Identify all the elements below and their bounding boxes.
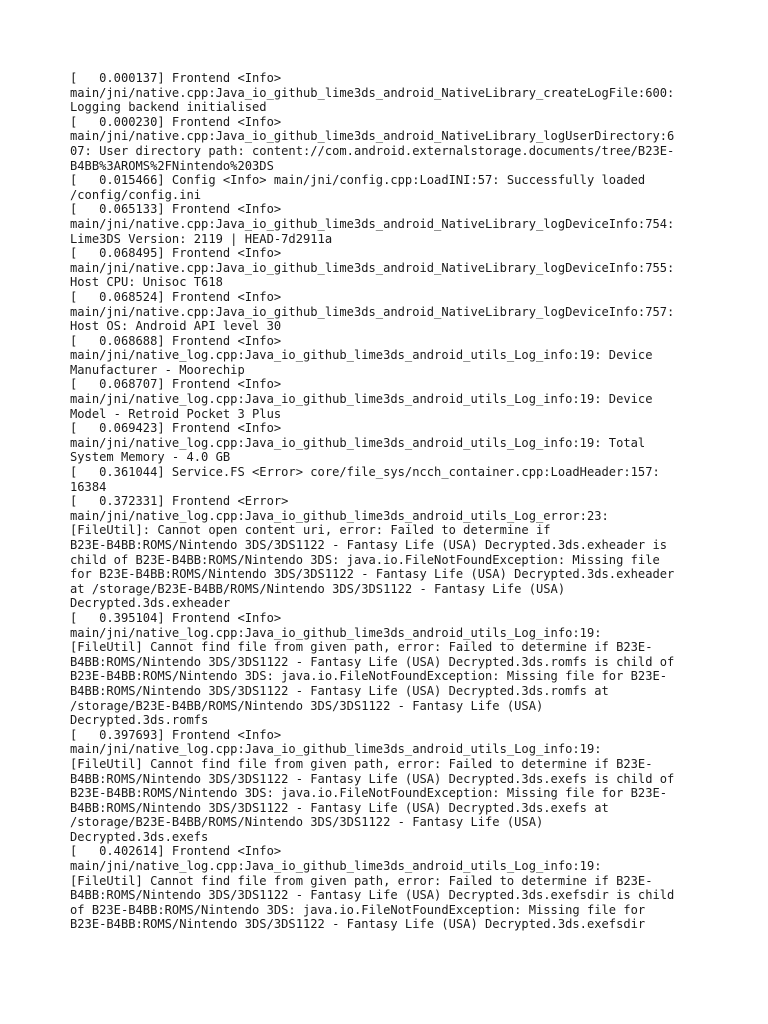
log-line: B23E-B4BB:ROMS/Nintendo 3DS/3DS1122 - Fantasy Life (USA) Decrypted.3ds.exheader is xyxy=(70,538,668,552)
log-line: Decrypted.3ds.exheader xyxy=(70,596,231,611)
log-line: main/jni/native_log.cpp:Java_io_github_lime3ds_android_utils_Log_info:19: xyxy=(70,625,602,640)
log-line: B4BB:ROMS/Nintendo 3DS/3DS1122 - Fantasy Life (USA) Decrypted.3ds.exefsdir is child xyxy=(70,888,675,903)
log-line: [FileUtil] Cannot find file from given path, error: Failed to determine if B23E- xyxy=(70,873,653,888)
log-line: Model - Retroid Pocket 3 Plus xyxy=(70,406,282,421)
log-line: Lime3DS Version: 2119 | HEAD-7d2911a xyxy=(70,231,333,246)
log-line: 16384 xyxy=(70,479,107,494)
log-line: Host CPU: Unisoc T618 xyxy=(70,275,223,290)
log-line: main/jni/native_log.cpp:Java_io_github_lime3ds_android_utils_Log_info:19: xyxy=(70,859,602,874)
log-line: [FileUtil] Cannot find file from given path, error: Failed to determine if B23E- xyxy=(70,756,653,771)
log-line: for B23E-B4BB:ROMS/Nintendo 3DS/3DS1122 - Fantasy Life (USA) Decrypted.3ds.exheader xyxy=(70,567,675,582)
log-text-view xyxy=(70,71,710,932)
log-line: [ 0.361044] Service.FS <Error> core/file_sys/ncch_container.cpp:LoadHeader:157: xyxy=(70,465,660,480)
log-line: 07: User directory path: content://com.android.externalstorage.documents/tree/B23E- xyxy=(70,143,675,158)
log-line: B4BB:ROMS/Nintendo 3DS/3DS1122 - Fantasy Life (USA) Decrypted.3ds.romfs is child of xyxy=(70,654,675,669)
log-line: System Memory - 4.0 GB xyxy=(70,450,231,465)
log-line: main/jni/native.cpp:Java_io_github_lime3ds_android_NativeLibrary_logUserDirectory:6 xyxy=(70,129,675,144)
log-line: Decrypted.3ds.exefs xyxy=(70,829,209,844)
log-line: main/jni/native_log.cpp:Java_io_github_lime3ds_android_utils_Log_info:19: xyxy=(70,742,602,757)
log-line: [FileUtil] Cannot find file from given path, error: Failed to determine if B23E- xyxy=(70,640,653,655)
log-line: [ 0.065133] Frontend <Info> xyxy=(70,202,282,217)
log-line: [ 0.068524] Frontend <Info> xyxy=(70,289,282,304)
log-line: [ 0.000230] Frontend <Info> xyxy=(70,114,282,129)
log-line: B4BB:ROMS/Nintendo 3DS/3DS1122 - Fantasy Life (USA) Decrypted.3ds.exefs at xyxy=(70,800,609,815)
log-line: Manufacturer - Moorechip xyxy=(70,362,245,377)
log-line: [ 0.068707] Frontend <Info> xyxy=(70,377,282,392)
log-line: Host OS: Android API level 30 xyxy=(70,319,282,334)
log-line: at /storage/B23E-B4BB/ROMS/Nintendo 3DS/3DS1122 - Fantasy Life (USA) xyxy=(70,581,566,596)
log-line: B4BB%3AROMS%2FNintendo%203DS xyxy=(70,158,274,173)
log-line: main/jni/native.cpp:Java_io_github_lime3ds_android_NativeLibrary_logDeviceInfo:755: xyxy=(70,260,675,275)
log-line: main/jni/native_log.cpp:Java_io_github_lime3ds_android_utils_Log_info:19: Device xyxy=(70,348,653,363)
log-line: main/jni/native_log.cpp:Java_io_github_lime3ds_android_utils_Log_info:19: Device xyxy=(70,392,653,407)
log-line: of B23E-B4BB:ROMS/Nintendo 3DS: java.io.FileNotFoundException: Missing file for xyxy=(70,902,646,917)
log-line: main/jni/native_log.cpp:Java_io_github_lime3ds_android_utils_Log_error:23: xyxy=(70,508,609,523)
log-line: B23E-B4BB:ROMS/Nintendo 3DS: java.io.FileNotFoundException: Missing file for B23E- xyxy=(70,669,668,684)
log-line: main/jni/native.cpp:Java_io_github_lime3ds_android_NativeLibrary_createLogFile:600: xyxy=(70,85,675,100)
log-line: [ 0.068688] Frontend <Info> xyxy=(70,333,282,348)
log-line: [ 0.069423] Frontend <Info> xyxy=(70,421,282,436)
log-line: /storage/B23E-B4BB/ROMS/Nintendo 3DS/3DS1122 - Fantasy Life (USA) xyxy=(70,815,544,830)
log-line: [ 0.068495] Frontend <Info> xyxy=(70,246,282,261)
log-line: B4BB:ROMS/Nintendo 3DS/3DS1122 - Fantasy Life (USA) Decrypted.3ds.exefs is child of xyxy=(70,771,675,786)
log-line: B23E-B4BB:ROMS/Nintendo 3DS/3DS1122 - Fantasy Life (USA) Decrypted.3ds.exefsdir xyxy=(70,917,646,932)
log-line: main/jni/native.cpp:Java_io_github_lime3ds_android_NativeLibrary_logDeviceInfo:754: xyxy=(70,216,675,231)
log-line: [FileUtil]: Cannot open content uri, error: Failed to determine if xyxy=(70,523,551,538)
log-line: [ 0.397693] Frontend <Info> xyxy=(70,727,282,742)
log-line: B23E-B4BB:ROMS/Nintendo 3DS: java.io.FileNotFoundException: Missing file for B23E- xyxy=(70,786,668,801)
log-line: [ 0.395104] Frontend <Info> xyxy=(70,610,282,625)
log-line: /config/config.ini xyxy=(70,187,202,202)
log-line: [ 0.402614] Frontend <Info> xyxy=(70,844,282,859)
log-line: child of B23E-B4BB:ROMS/Nintendo 3DS: java.io.FileNotFoundException: Missing file xyxy=(70,552,660,567)
log-line: [ 0.015466] Config <Info> main/jni/config.cpp:LoadINI:57: Successfully loaded xyxy=(70,173,646,188)
log-line: main/jni/native_log.cpp:Java_io_github_lime3ds_android_utils_Log_info:19: Total xyxy=(70,435,646,450)
log-line: Logging backend initialised xyxy=(70,100,267,115)
log-line: Decrypted.3ds.romfs xyxy=(70,713,209,728)
log-line: [ 0.372331] Frontend <Error> xyxy=(70,494,289,509)
log-line: main/jni/native.cpp:Java_io_github_lime3ds_android_NativeLibrary_logDeviceInfo:757: xyxy=(70,304,675,319)
log-line: [ 0.000137] Frontend <Info> xyxy=(70,71,282,85)
log-line: B4BB:ROMS/Nintendo 3DS/3DS1122 - Fantasy Life (USA) Decrypted.3ds.romfs at xyxy=(70,683,609,698)
log-line: /storage/B23E-B4BB/ROMS/Nintendo 3DS/3DS1122 - Fantasy Life (USA) xyxy=(70,698,544,713)
